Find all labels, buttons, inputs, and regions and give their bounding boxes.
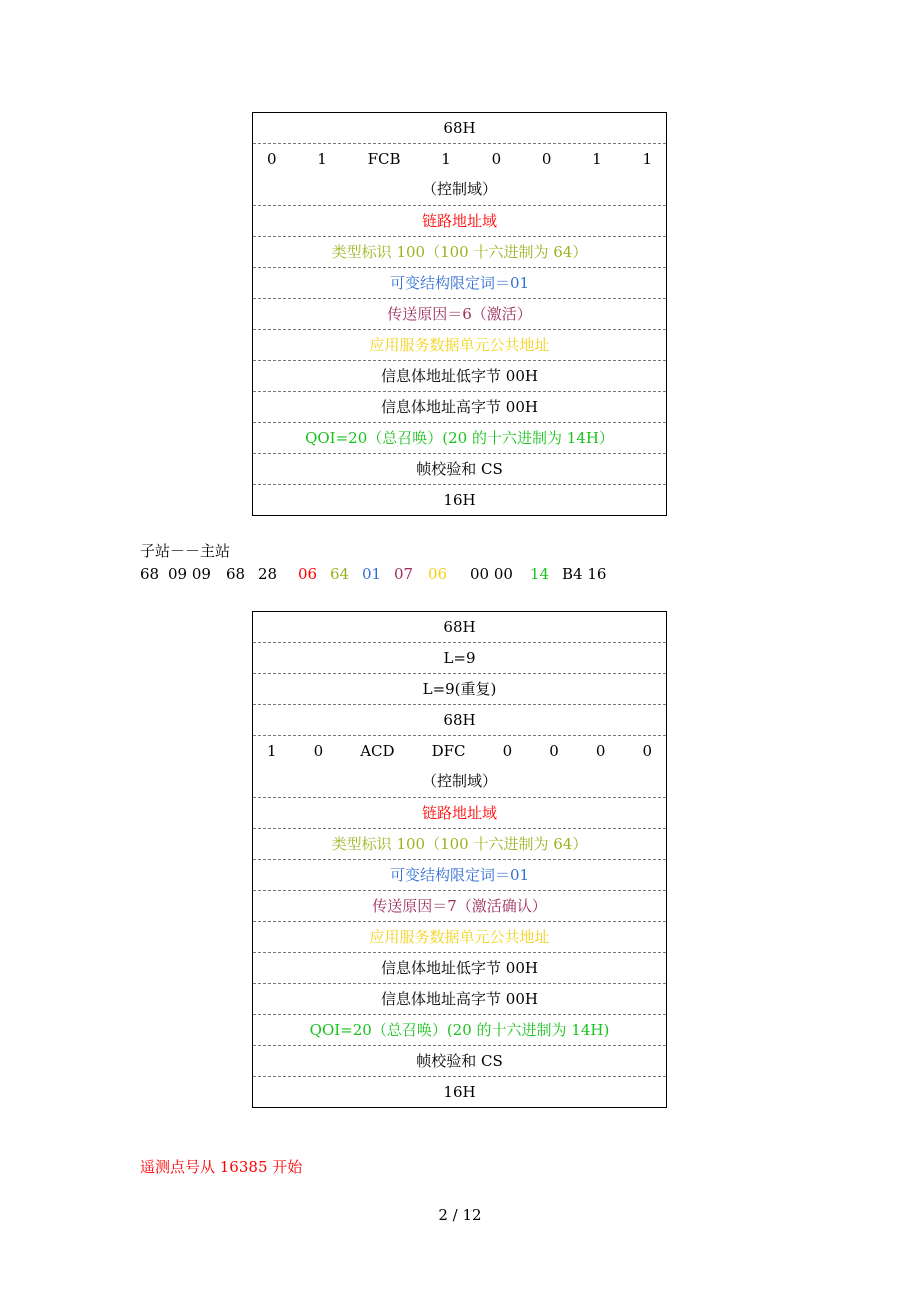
- hex-byte-checksum-end: B4 16: [562, 565, 607, 583]
- page-number: 2 / 12: [438, 1206, 482, 1224]
- start-char-row: 68H: [253, 612, 666, 643]
- control-bit: 0: [642, 742, 652, 760]
- control-field-label: （控制域）: [421, 772, 497, 790]
- cause-of-transmission-row: 传送原因＝7（激活确认）: [253, 891, 666, 922]
- control-bit: 0: [267, 150, 277, 168]
- ioa-low-row: 信息体地址低字节 00H: [253, 953, 666, 984]
- control-bit: 1: [441, 150, 451, 168]
- checksum-row: 帧校验和 CS: [253, 454, 666, 485]
- control-bit: 0: [595, 742, 606, 760]
- control-bit: ACD: [360, 742, 395, 760]
- asdu-address-row: 应用服务数据单元公共地址: [253, 922, 666, 953]
- length-repeat-row: L=9(重复): [253, 674, 666, 705]
- ioa-low-row: 信息体地址低字节 00H: [253, 361, 666, 392]
- vsq-row: 可变结构限定词＝01: [253, 268, 666, 299]
- hex-byte-ioa: 00 00: [470, 565, 513, 583]
- end-char-row: 16H: [443, 1083, 476, 1101]
- type-id-row: 类型标识 100（100 十六进制为 64）: [253, 829, 666, 860]
- hex-byte: 28: [258, 565, 278, 583]
- control-bit: 1: [642, 150, 652, 168]
- control-bit: 1: [317, 150, 327, 168]
- link-address-row: 链路地址域: [253, 206, 666, 237]
- hex-byte-asdu-address: 06: [428, 565, 448, 583]
- control-bit: 0: [502, 742, 513, 760]
- start-char-2-row: 68H: [253, 705, 666, 736]
- hex-byte-cot: 07: [394, 565, 414, 583]
- frame-table-confirm: [252, 611, 667, 1108]
- hex-frame-line: [140, 565, 606, 583]
- cause-of-transmission-row: 传送原因＝6（激活）: [253, 299, 666, 330]
- hex-byte: 68: [140, 565, 160, 583]
- control-bit: DFC: [431, 742, 466, 760]
- frame-table-command: [252, 112, 667, 516]
- control-bits: [253, 144, 666, 174]
- control-bit: 1: [267, 742, 277, 760]
- type-id-row: 类型标识 100（100 十六进制为 64）: [253, 237, 666, 268]
- asdu-address-row: 应用服务数据单元公共地址: [253, 330, 666, 361]
- control-bit: 0: [549, 742, 559, 760]
- qoi-row: QOI=20（总召唤）(20 的十六进制为 14H）: [253, 423, 666, 454]
- link-address-row: 链路地址域: [253, 798, 666, 829]
- control-bit: 0: [491, 150, 502, 168]
- start-char-row: 68H: [253, 113, 666, 144]
- control-field-label: （控制域）: [421, 180, 497, 198]
- control-field-row: [253, 144, 666, 206]
- hex-byte-vsq: 01: [362, 565, 382, 583]
- vsq-row: 可变结构限定词＝01: [253, 860, 666, 891]
- control-bit: 0: [541, 150, 552, 168]
- hex-byte: 09 09: [168, 565, 211, 583]
- end-char-row: 16H: [443, 491, 476, 509]
- direction-label: 子站－－主站: [140, 542, 231, 560]
- hex-byte-type-id: 64: [330, 565, 350, 583]
- checksum-row: 帧校验和 CS: [253, 1046, 666, 1077]
- length-row: L=9: [253, 643, 666, 674]
- hex-byte-link-address: 06: [298, 565, 318, 583]
- hex-byte-qoi: 14: [530, 565, 550, 583]
- control-bit: 1: [592, 150, 602, 168]
- ioa-high-row: 信息体地址高字节 00H: [253, 392, 666, 423]
- ioa-high-row: 信息体地址高字节 00H: [253, 984, 666, 1015]
- telemetry-note: 遥测点号从 16385 开始: [140, 1158, 303, 1176]
- hex-byte: 68: [226, 565, 246, 583]
- control-bits: [253, 736, 666, 766]
- control-field-row: [253, 736, 666, 798]
- control-bit: 0: [313, 742, 324, 760]
- control-bit: FCB: [367, 150, 401, 168]
- qoi-row: QOI=20（总召唤）(20 的十六进制为 14H): [253, 1015, 666, 1046]
